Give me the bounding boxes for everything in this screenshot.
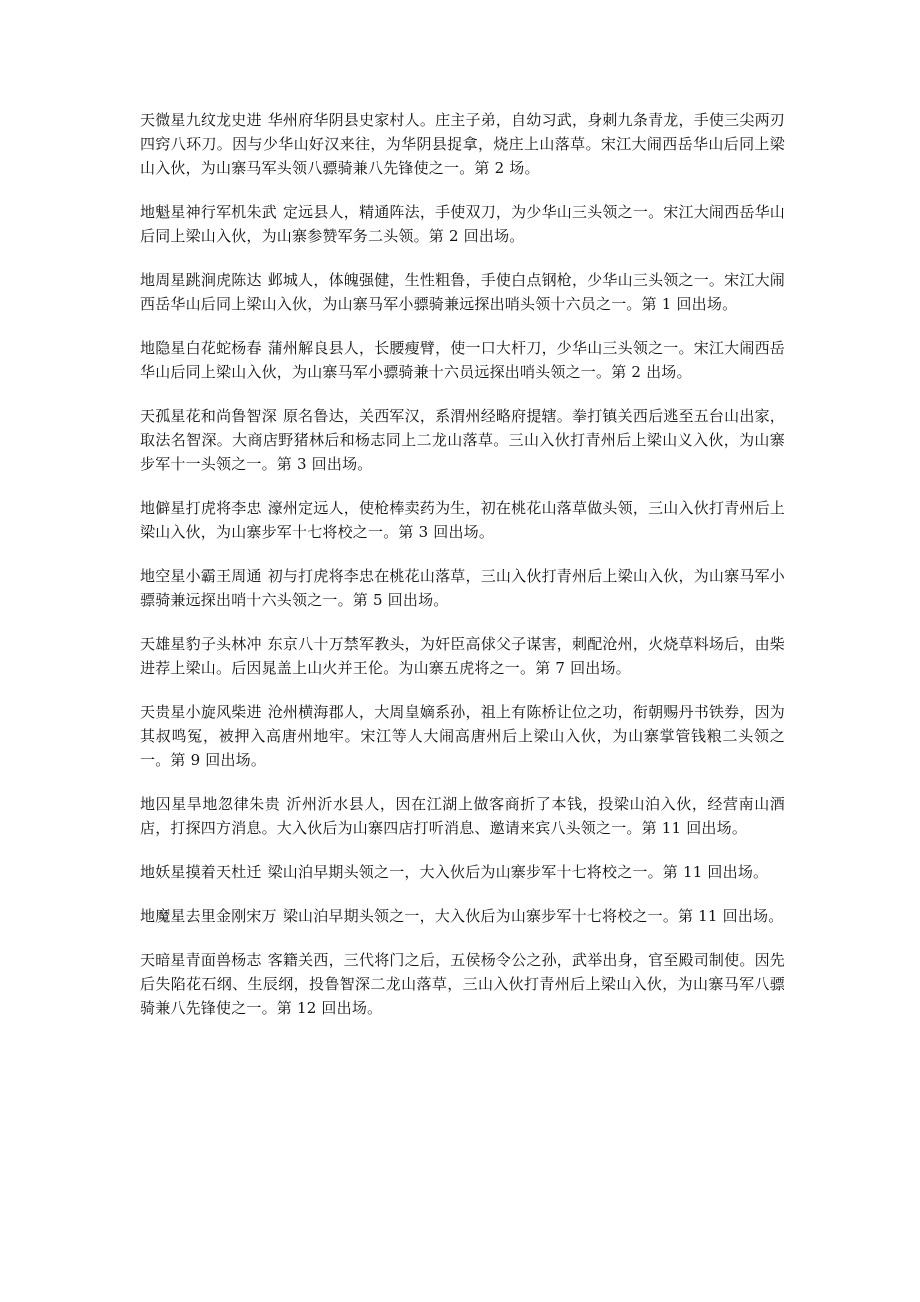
entry-text: 蒲州解良县人，长腰瘦臂，使一口大杆刀，少华山三头领之一。宋江大闹西岳华山后同上梁山入伙，为山寨马军小骠骑兼十六员远探出哨头领之一。第 2 出场。 [140, 339, 785, 381]
entry-name: 地囚星旱地忽律朱贵 [140, 795, 281, 813]
entry-shi-jin [140, 108, 785, 180]
entry-text: 客籍关西，三代将门之后，五侯杨令公之孙，武举出身，官至殿司制使。因先后失陷花石纲、生辰纲，投鲁智深二龙山落草，三山入伙打青州后上梁山入伙，为山寨马军八骠骑兼八先锋使之一。第 12 回出场。 [140, 951, 785, 1017]
entry-text: 邺城人，体魄强健，生性粗鲁，手使白点钢枪，少华山三头领之一。宋江大闹西岳华山后同上梁山入伙，为山寨马军小骠骑兼远探出哨头领十六员之一。第 1 回出场。 [140, 271, 785, 313]
entry-name: 天孤星花和尚鲁智深 [140, 407, 277, 425]
entry-text: 华州府华阴县史家村人。庄主子弟，自幼习武，身刺九条青龙，手使三尖两刃四窍八环刀。因与少华山好汉来往，为华阴县捉拿，烧庄上山落草。宋江大闹西岳华山后同上梁山入伙，为山寨马军头领八骠骑兼八先锋使之一。第 2 场。 [140, 111, 785, 177]
document-page [140, 108, 785, 1040]
entry-yang-zhi [140, 948, 785, 1020]
entry-du-qian [140, 860, 785, 884]
entry-text: 东京八十万禁军教头，为奸臣高俅父子谋害，刺配沧州，火烧草料场后，由柴进荐上梁山。后因晁盖上山火并王伦。为山寨五虎将之一。第 7 回出场。 [140, 635, 785, 677]
entry-text: 沧州横海郡人，大周皇嫡系孙，祖上有陈桥让位之功，衔朝赐丹书铁券，因为其叔鸣冤，被押入高唐州地牢。宋江等人大闹高唐州后上梁山入伙，为山寨掌管钱粮二头领之一。第 9 回出场。 [140, 703, 785, 769]
entry-name: 地魔星去里金刚宋万 [140, 907, 277, 925]
entry-zhou-tong [140, 564, 785, 612]
entry-zhu-wu [140, 200, 785, 248]
entry-text: 原名鲁达，关西军汉，系渭州经略府提辖。拳打镇关西后逃至五台山出家，取法名智深。大商店野猪林后和杨志同上二龙山落草。三山入伙打青州后上梁山义入伙，为山寨步军十一头领之一。第 3 回出场。 [140, 407, 785, 473]
entry-name: 地周星跳涧虎陈达 [140, 271, 262, 289]
entry-text: 初与打虎将李忠在桃花山落草，三山入伙打青州后上梁山入伙，为山寨马军小骠骑兼远探出哨十六头领之一。第 5 回出场。 [140, 567, 785, 609]
entry-li-zhong [140, 496, 785, 544]
entry-text: 沂州沂水县人，因在江湖上做客商折了本钱，投梁山泊入伙，经营南山酒店，打探四方消息。大入伙后为山寨四店打听消息、邀请来宾八头领之一。第 11 回出场。 [140, 795, 785, 837]
entry-name: 天微星九纹龙史进 [140, 111, 262, 129]
entry-name: 天雄星豹子头林冲 [140, 635, 262, 653]
entry-text: 梁山泊早期头领之一，大入伙后为山寨步军十七将校之一。第 11 回出场。 [267, 863, 769, 881]
entry-text: 濠州定远人，使枪棒卖药为生，初在桃花山落草做头领，三山入伙打青州后上梁山入伙，为山寨步军十七将校之一。第 3 回出场。 [140, 499, 785, 541]
entry-name: 天贵星小旋风柴进 [140, 703, 262, 721]
entry-lu-zhishen [140, 404, 785, 476]
entry-zhu-gui [140, 792, 785, 840]
entry-chen-da [140, 268, 785, 316]
entry-name: 天暗星青面兽杨志 [140, 951, 262, 969]
entry-text: 定远县人，精通阵法，手使双刀，为少华山三头领之一。宋江大闹西岳华山后同上梁山入伙，为山寨参赞军务二头领。第 2 回出场。 [140, 203, 785, 245]
entry-text: 梁山泊早期头领之一，大入伙后为山寨步军十七将校之一。第 11 回出场。 [282, 907, 784, 925]
entry-yang-chun [140, 336, 785, 384]
entry-name: 地僻星打虎将李忠 [140, 499, 262, 517]
entry-name: 地空星小霸王周通 [140, 567, 262, 585]
entry-song-wan [140, 904, 785, 928]
entry-name: 地妖星摸着天杜迁 [140, 863, 262, 881]
entry-name: 地魁星神行军机朱武 [140, 203, 277, 221]
entry-name: 地隐星白花蛇杨春 [140, 339, 262, 357]
entry-chai-jin [140, 700, 785, 772]
entry-lin-chong [140, 632, 785, 680]
